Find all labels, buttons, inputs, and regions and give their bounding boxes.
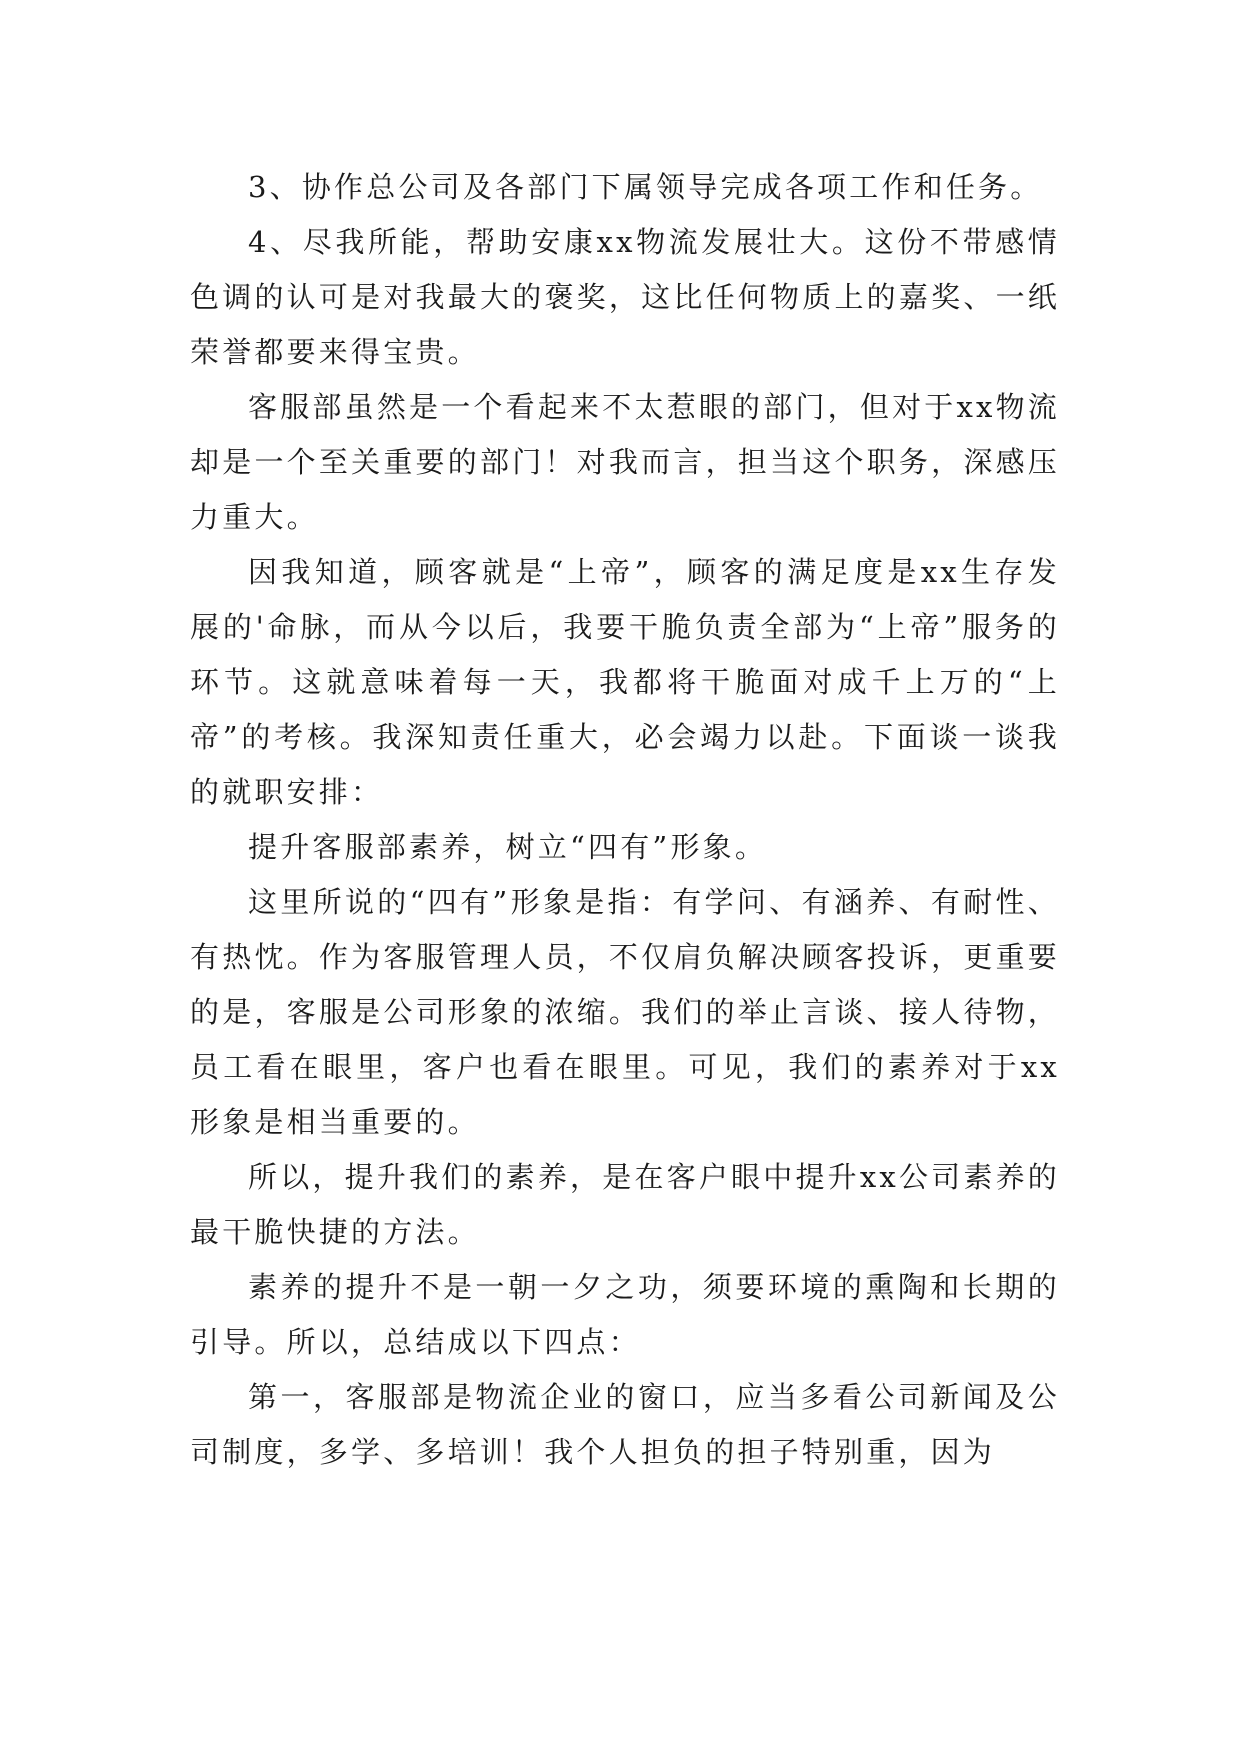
paragraph-four-haves-heading: 提升客服部素养，树立“四有”形象。 [248, 830, 768, 864]
paragraph-customer-service: 客服部虽然是一个看起来不太惹眼的部门，但对于xx物流却是一个至关重要的部门！对我而言，担当这个职务，深感压力重大。 [190, 390, 1060, 534]
paragraph-four-haves-detail: 这里所说的“四有”形象是指：有学问、有涵养、有耐性、有热忱。作为客服管理人员，不仅肩负解决顾客投诉，更重要的是，客服是公司形象的浓缩。我们的举止言谈、接人待物，员工看在眼里，客户也看在眼里。可见，我们的素养对于xx形象是相当重要的。 [190, 885, 1060, 1139]
paragraph-item-4: 4、尽我所能，帮助安康xx物流发展壮大。这份不带感情色调的认可是对我最大的褒奖，这比任何物质上的嘉奖、一纸荣誉都要来得宝贵。 [190, 225, 1060, 369]
paragraph-improve-quality: 所以，提升我们的素养，是在客户眼中提升xx公司素养的最干脆快捷的方法。 [190, 1160, 1060, 1249]
document-body [190, 160, 1060, 1480]
paragraph-first-point: 第一，客服部是物流企业的窗口，应当多看公司新闻及公司制度，多学、多培训！我个人担负的担子特别重，因为 [190, 1380, 1060, 1469]
paragraph-four-points-intro: 素养的提升不是一朝一夕之功，须要环境的熏陶和长期的引导。所以，总结成以下四点： [190, 1270, 1060, 1359]
paragraph-item-3: 3、协作总公司及各部门下属领导完成各项工作和任务。 [248, 170, 1043, 204]
paragraph-customer-god: 因我知道，顾客就是“上帝”，顾客的满足度是xx生存发展的'命脉，而从今以后，我要干脆负责全部为“上帝”服务的环节。这就意味着每一天，我都将干脆面对成千上万的“上帝”的考核。我深知责任重大，必会竭力以赴。下面谈一谈我的就职安排： [190, 555, 1060, 809]
